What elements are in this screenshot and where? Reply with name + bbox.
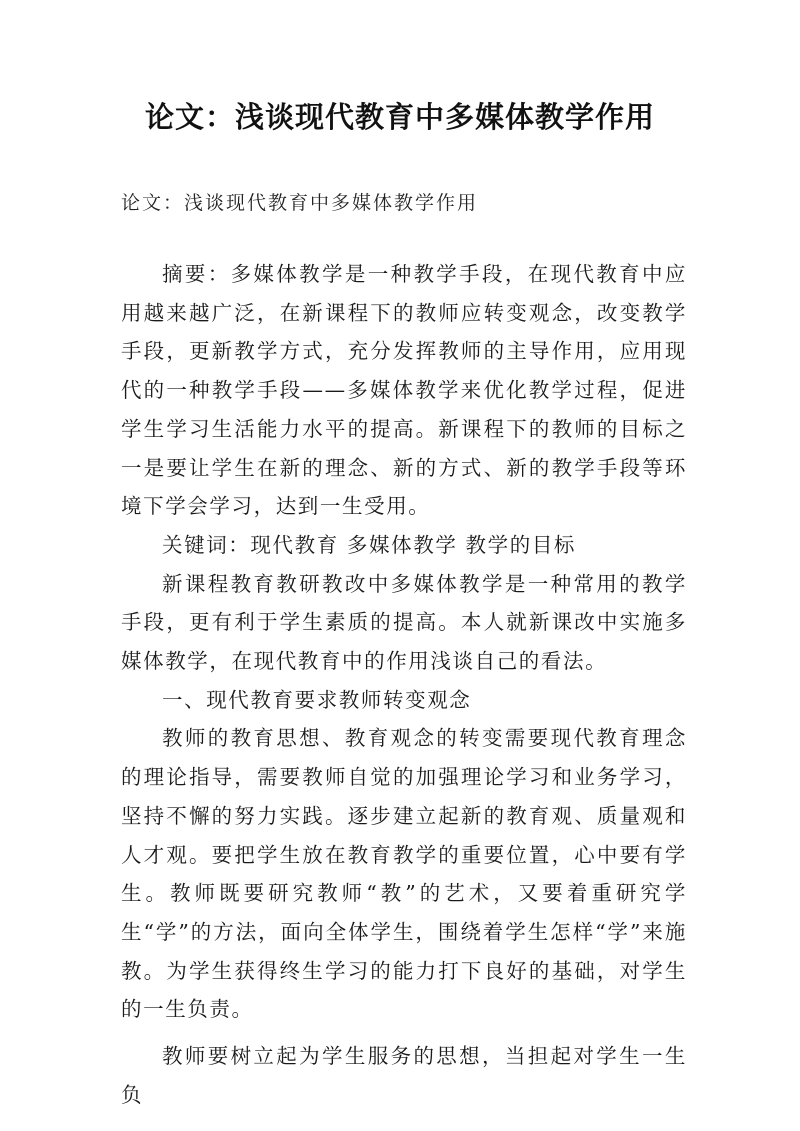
document-subtitle: 论文：浅谈现代教育中多媒体教学作用 [121, 192, 479, 214]
body-paragraph: 教师的教育思想、教育观念的转变需要现代教育理念的理论指导，需要教师自觉的加强理论学习和业务学习，坚持不懈的努力实践。逐步建立起新的教育观、质量观和人才观。要把学生放在教育教学的重要位置，心中要有学生。教师既要研究教师“教”的艺术，又要着重研究学生“学”的方法，面向全体学生，围绕着学生怎样“学”来施教。为学生获得终生学习的能力打下良好的基础，对学生的一生负责。 [121, 726, 687, 1022]
abstract-paragraph: 摘要：多媒体教学是一种教学手段，在现代教育中应用越来越广泛，在新课程下的教师应转变观念，改变教学手段，更新教学方式，充分发挥教师的主导作用，应用现代的一种教学手段——多媒体教学来优化教学过程，促进学生学习生活能力水平的提高。新课程下的教师的目标之一是要让学生在新的理念、新的方式、新的教学手段等环境下学会学习，达到一生受用。 [121, 262, 687, 519]
section-heading: 一、现代教育要求教师转变观念 [162, 687, 472, 712]
document-body [121, 255, 687, 1114]
intro-paragraph: 新课程教育教研教改中多媒体教学是一种常用的教学手段，更有利于学生素质的提高。本人就新课改中实施多媒体教学，在现代教育中的作用浅谈自己的看法。 [121, 571, 687, 674]
document-title: 论文：浅谈现代教育中多媒体教学作用 [144, 100, 655, 134]
body-paragraph: 教师要树立起为学生服务的思想，当担起对学生一生负 [121, 1044, 687, 1107]
keywords-paragraph: 关键词：现代教育 多媒体教学 教学的目标 [162, 532, 577, 557]
